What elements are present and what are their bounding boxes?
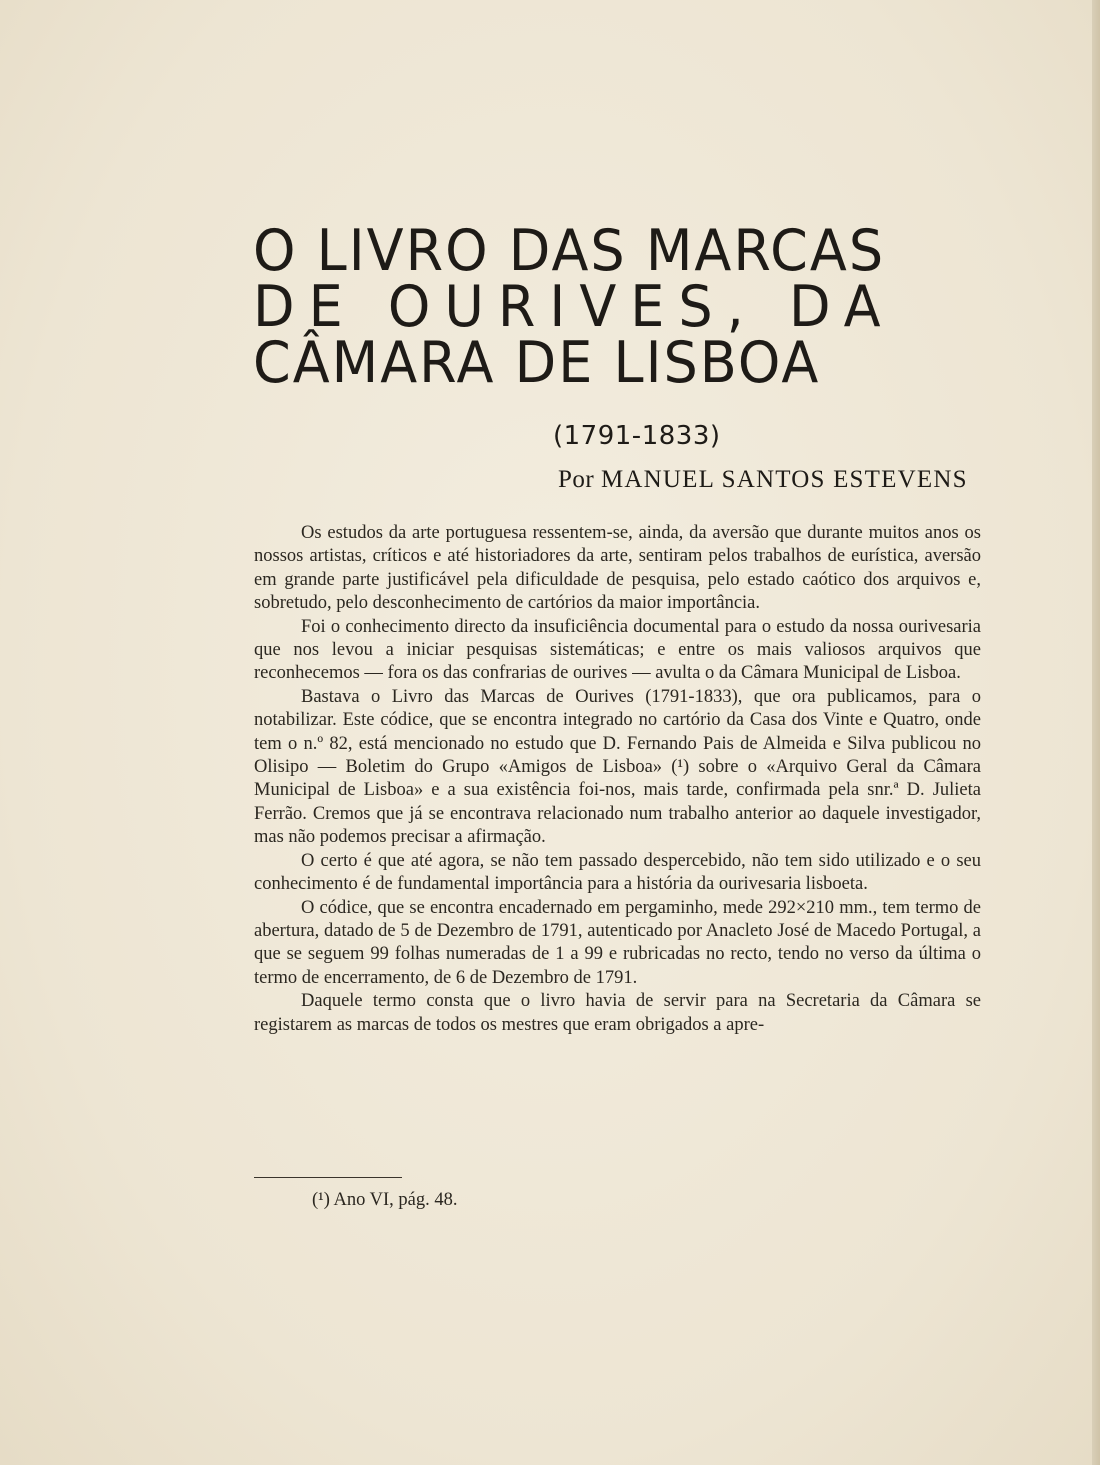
paragraph-5: O códice, que se encontra encadernado em pergaminho, mede 292×210 mm., tem termo de abertura, datado de 5 de Dezembro de 1791, autenticado por Anacleto José de Macedo Portugal, a que se seguem 99 folhas numeradas de 1 a 99 e rubricadas no recto, tendo no verso da última o termo de encerramento, de 6 de Dezembro de 1791. [254,897,981,988]
title-line-1: O LIVRO DAS MARCAS [253,217,886,284]
page-edge-shadow [1092,0,1100,1465]
footnote: (¹) Ano VI, pág. 48. [312,1190,458,1210]
byline-prefix: Por [558,466,595,493]
paragraph-6: Daquele termo consta que o livro havia de servir para na Secretaria da Câmara se registarem as marcas de todos os mestres que eram obrigados a apre- [254,991,981,1035]
paragraph-4: O certo é que até agora, se não tem passado despercebido, não tem sido utilizado e o seu conhecimento é de fundamental importância para a história da ourivesaria lisboeta. [254,850,981,895]
title-line-3: CÂMARA DE LISBOA [253,329,821,396]
paragraph-3: Bastava o Livro das Marcas de Ourives (1791-1833), que ora publicamos, para o notabilizar. Este códice, que se encontra integrado no cartório da Casa dos Vinte e Quatro, onde tem o n.º 82, está mencionado no estudo que D. Fernando Pais de Almeida e Silva publicou no Olisipo — Boletim do Grupo «Amigos de Lisboa» (¹) sobre o «Arquivo Geral da Câmara Municipal de Lisboa» e a sua existência foi-nos, mais tarde, confirmada pela snr.ª D. Julieta Ferrão. Cremos que já se encontrava relacionado num trabalho anterior ao daquele investigador, mas não podemos precisar a afirmação. [254,686,981,848]
article-dates: (1791-1833) [553,421,721,451]
title-line-2: DE OURIVES, DA [253,273,895,340]
author-name: MANUEL SANTOS ESTEVENS [600,466,968,493]
article-title [253,217,895,396]
paragraph-1: Os estudos da arte portuguesa ressentem-se, ainda, da aversão que durante muitos anos os nossos artistas, críticos e até historiadores da arte, sentiram pelos trabalhos de eurística, aversão em grande parte justificável pela dificuldade de pesquisa, pelo estado caótico dos arquivos e, sobretudo, pelo desconhecimento de cartórios da maior importância. [254,523,981,614]
paragraph-2: Foi o conhecimento directo da insuficiência documental para o estudo da nossa ourivesaria que nos levou a iniciar pesquisas sistemáticas; e entre os mais valiosos arquivos que reconhecemos — fora os das confrarias de ourives — avulta o da Câmara Municipal de Lisboa. [254,616,981,684]
article-body [254,522,981,1037]
footnote-rule [254,1177,402,1178]
byline [558,466,968,494]
